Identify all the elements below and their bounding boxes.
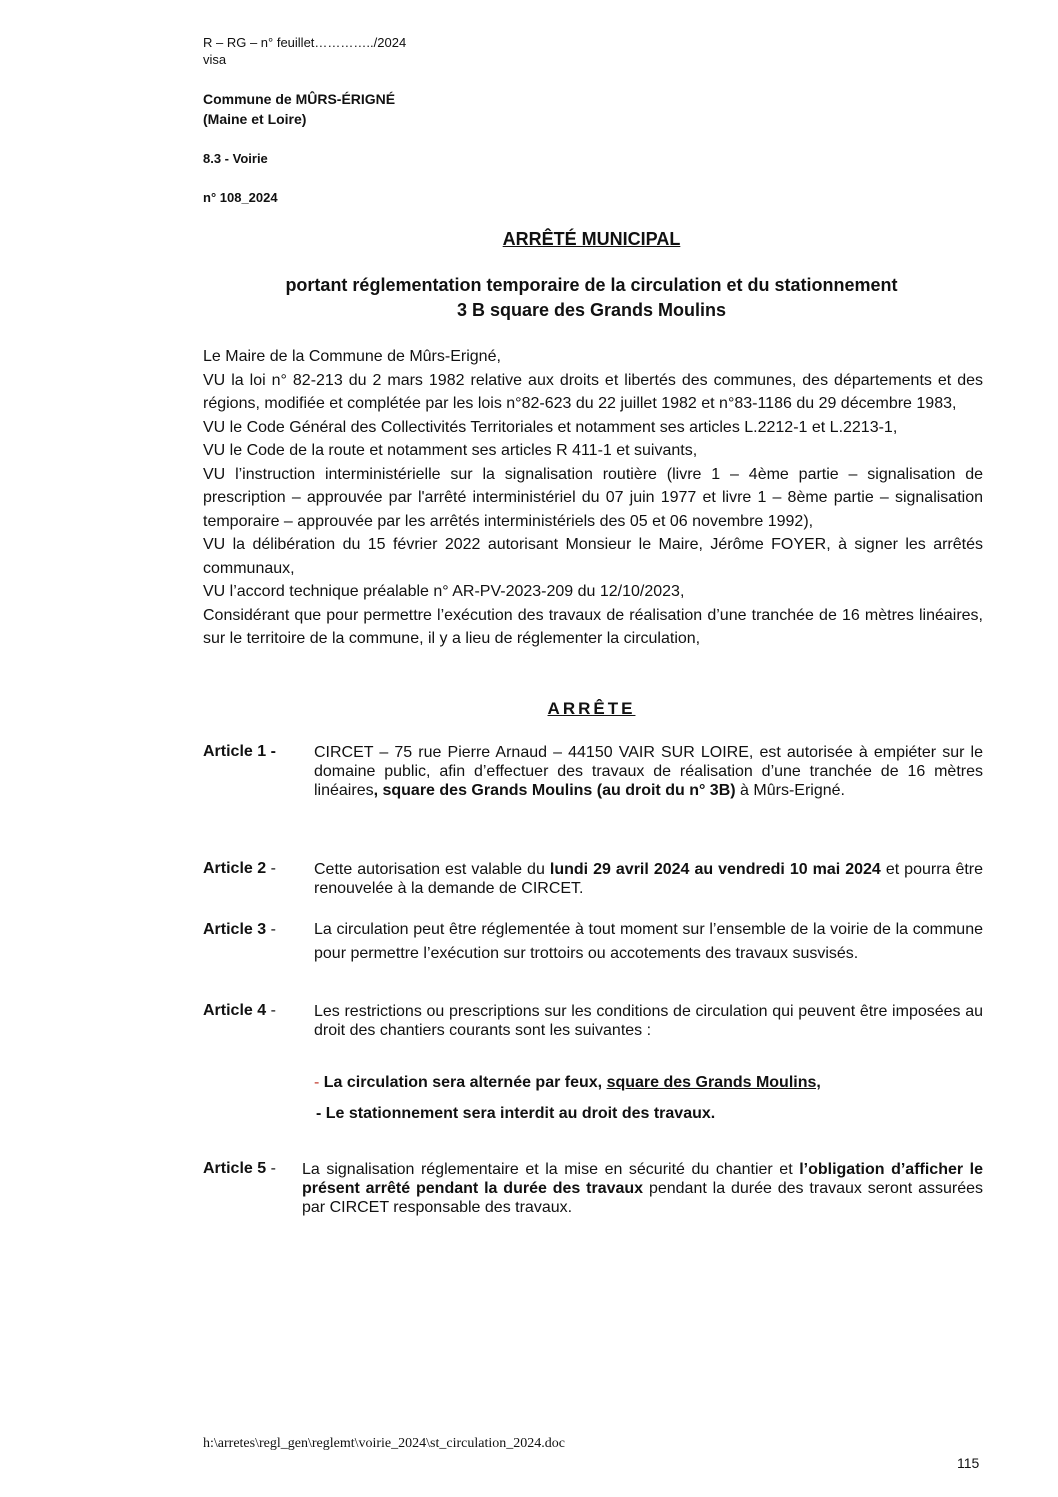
article-5-label-text: Article 5	[203, 1160, 267, 1177]
subtitle-line-2: 3 B square des Grands Moulins	[456, 300, 727, 320]
article-2-label-text: Article 2	[203, 860, 267, 877]
article-1-text-part: CIRCET – 75 rue Pierre Arnaud – 44150 VAIR SUR LOIRE, est autorisée à empiéter sur le domaine public, afin d’effectuer des travaux de réalisation d’une tranchée de 16 mètres linéaires	[314, 744, 983, 799]
article-5-text-end: pendant la durée des travaux seront assurées par CIRCET responsable des travaux.	[302, 1180, 984, 1216]
article-1-location: , square des Grands Moulins (au droit du n° 3B)	[373, 782, 736, 799]
article-1-label: Article 1 -	[203, 743, 276, 760]
article-4-text: Les restrictions ou prescriptions sur les conditions de circulation qui peuvent être imposées au droit des chantiers courants sont les suivantes :	[314, 1003, 983, 1039]
preamble-vu-instruction: VU l’instruction interministérielle sur la signalisation routière (livre 1 – 4ème partie – signalisation de prescription – approuvée par l'arrêté interministériel du 07 juin 1977 et livre 1 – 8ème partie – signalisation temporaire – approuvée par les arrêtés interministériels des 05 et 06 novembre 1992),	[203, 465, 983, 530]
arrete-number: n° 108_2024	[203, 190, 278, 205]
article-2-label	[203, 860, 276, 878]
preamble-vu-accord: VU l’accord technique préalable n° AR-PV-2023-209 du 12/10/2023,	[203, 583, 685, 600]
article-1-text	[314, 743, 983, 800]
article-3-label	[203, 921, 276, 939]
article-5-obligation: l’obligation d’afficher le présent arrêté pendant la durée des travaux	[302, 1161, 983, 1197]
article-2-text-end: et pourra être renouvelée à la demande de CIRCET.	[314, 861, 984, 897]
preamble-vu-cgct: VU le Code Général des Collectivités Territoriales et notamment ses articles L.2212-1 et L.2213-1,	[203, 418, 898, 436]
footer-file-path: h:\arretes\regl_gen\reglemt\voirie_2024\st_circulation_2024.doc	[203, 1436, 565, 1451]
subtitle-line-1: portant réglementation temporaire de la circulation et du stationnement	[285, 275, 898, 295]
article-5-dash: -	[266, 1160, 276, 1177]
article-2-dash: -	[266, 860, 276, 877]
article-4-dash: -	[266, 1002, 276, 1019]
preamble	[203, 345, 983, 651]
page-number: 115	[957, 1455, 980, 1471]
department-name: (Maine et Loire)	[203, 111, 307, 127]
arrete-heading: ARRÊTE	[547, 699, 636, 718]
bullet-1-text: La circulation sera alternée par feux,	[323, 1074, 607, 1091]
article-3-dash: -	[266, 921, 276, 938]
article-3-text: La circulation peut être réglementée à tout moment sur l’ensemble de la voirie de la commune pour permettre l’exécution sur trottoirs ou accotements des travaux susvisés.	[314, 921, 983, 962]
article-2-text	[314, 860, 983, 898]
article-2-text-part: Cette autorisation est valable du	[314, 861, 550, 878]
bullet-1-location: square des Grands Moulins,	[606, 1074, 821, 1091]
preamble-considerant: Considérant que pour permettre l’exécution des travaux de réalisation d’une tranchée de 16 mètres linéaires, sur le territoire de la commune, il y a lieu de réglementer la circulation,	[203, 606, 983, 647]
bullet-dash: -	[314, 1074, 320, 1091]
visa-label: visa	[203, 52, 227, 67]
article-5-text-part: La signalisation réglementaire et la mise en sécurité du chantier et	[302, 1161, 800, 1178]
article-3-label-text: Article 3	[203, 921, 267, 938]
article-4-bullet-1	[314, 1074, 821, 1092]
preamble-vu-deliberation: VU la délibération du 15 février 2022 autorisant Monsieur le Maire, Jérôme FOYER, à signer les arrêtés communaux,	[203, 536, 983, 577]
article-4-bullet-2: - Le stationnement sera interdit au droit des travaux.	[316, 1105, 716, 1122]
article-4-label-text: Article 4	[203, 1002, 267, 1019]
category-label: 8.3 - Voirie	[203, 151, 268, 166]
article-2-dates: lundi 29 avril 2024 au vendredi 10 mai 2024	[549, 861, 881, 878]
article-1-text-end: à Mûrs-Erigné.	[735, 782, 845, 799]
preamble-vu-route: VU le Code de la route et notamment ses articles R 411-1 et suivants,	[203, 442, 698, 459]
article-5-text	[302, 1160, 983, 1217]
commune-name: Commune de MÛRS-ÉRIGNÉ	[203, 91, 396, 107]
article-4-label	[203, 1002, 276, 1020]
page-title: ARRÊTÉ MUNICIPAL	[502, 229, 681, 249]
preamble-opening: Le Maire de la Commune de Mûrs-Erigné,	[203, 348, 501, 365]
article-5-label	[203, 1160, 276, 1178]
preamble-vu-loi: VU la loi n° 82-213 du 2 mars 1982 relative aux droits et libertés des communes, des départements et des régions, modifiée et complétée par les lois n°82-623 du 22 juillet 1982 et n°83-1186 du 29 décembre 1983,	[203, 371, 983, 412]
reference-line: R – RG – n° feuillet…………../2024	[203, 35, 407, 50]
